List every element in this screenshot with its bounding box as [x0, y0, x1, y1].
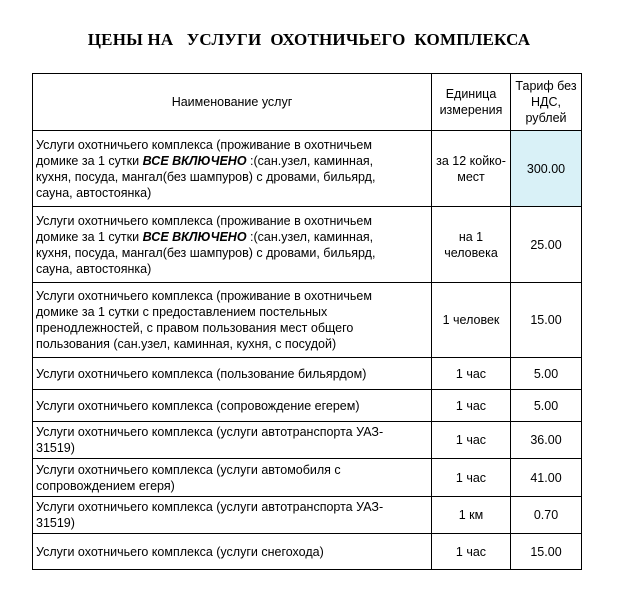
price-cell: 5.00: [511, 358, 582, 390]
header-unit: Единица измерения: [432, 74, 511, 131]
unit-cell: 1 час: [432, 459, 511, 497]
service-name-cell: Услуги охотничьего комплекса (услуги снегохода): [33, 534, 432, 570]
service-name-cell: Услуги охотничьего комплекса (услуги автомобиля с сопровождением егеря): [33, 459, 432, 497]
service-name-text: :(сан.узел, каминная, кухня, посуда, мангал(без шампуров) с дровами, бильярд, сауна, автостоянка): [36, 153, 376, 200]
table-row: [33, 131, 582, 207]
header-service-name: Наименование услуг: [33, 74, 432, 131]
price-cell: 41.00: [511, 459, 582, 497]
price-cell: 0.70: [511, 497, 582, 534]
table-row: [33, 390, 582, 422]
price-cell: 15.00: [511, 534, 582, 570]
service-name-text: Услуги охотничьего комплекса (проживание в охотничьем домике за 1 сутки: [36, 137, 372, 168]
table-header-row: [33, 74, 582, 131]
unit-cell: 1 час: [432, 422, 511, 459]
service-name-text: Услуги охотничьего комплекса (проживание в охотничьем домике за 1 сутки: [36, 213, 372, 244]
price-cell-highlighted: 300.00: [511, 131, 582, 207]
unit-cell: 1 час: [432, 358, 511, 390]
table-row: [33, 358, 582, 390]
table-row: [33, 497, 582, 534]
service-name-text: :(сан.узел, каминная, кухня, посуда, мангал(без шампуров) с дровами, бильярд, сауна, автостоянка): [36, 229, 376, 276]
table-row: [33, 459, 582, 497]
unit-cell: 1 человек: [432, 283, 511, 358]
service-name-cell: Услуги охотничьего комплекса (услуги автотранспорта УАЗ- 31519): [33, 497, 432, 534]
service-name-cell: [33, 131, 432, 207]
service-name-cell: Услуги охотничьего комплекса (сопровождение егерем): [33, 390, 432, 422]
table-row: [33, 422, 582, 459]
price-table: [32, 73, 582, 570]
service-name-cell: [33, 207, 432, 283]
price-cell: 15.00: [511, 283, 582, 358]
all-inclusive-label: ВСЕ ВКЛЮЧЕНО: [142, 229, 247, 244]
table-row: [33, 207, 582, 283]
unit-cell: на 1 человека: [432, 207, 511, 283]
unit-cell: 1 км: [432, 497, 511, 534]
table-row: [33, 283, 582, 358]
unit-cell: 1 час: [432, 534, 511, 570]
price-cell: 36.00: [511, 422, 582, 459]
price-cell: 5.00: [511, 390, 582, 422]
header-price: Тариф без НДС, рублей: [511, 74, 582, 131]
service-name-cell: Услуги охотничьего комплекса (услуги автотранспорта УАЗ- 31519): [33, 422, 432, 459]
all-inclusive-label: ВСЕ ВКЛЮЧЕНО: [142, 153, 247, 168]
table-row: [33, 534, 582, 570]
service-name-cell: Услуги охотничьего комплекса (пользование бильярдом): [33, 358, 432, 390]
unit-cell: за 12 койко-мест: [432, 131, 511, 207]
price-cell: 25.00: [511, 207, 582, 283]
page-title: ЦЕНЫ НА УСЛУГИ ОХОТНИЧЬЕГО КОМПЛЕКСА: [87, 30, 531, 49]
unit-cell: 1 час: [432, 390, 511, 422]
service-name-cell: Услуги охотничьего комплекса (проживание в охотничьем домике за 1 сутки с предоставлением постельных пренодлежностей, с правом пользования мест общего пользования (сан.узел, каминная, кухня, с посудой): [33, 283, 432, 358]
